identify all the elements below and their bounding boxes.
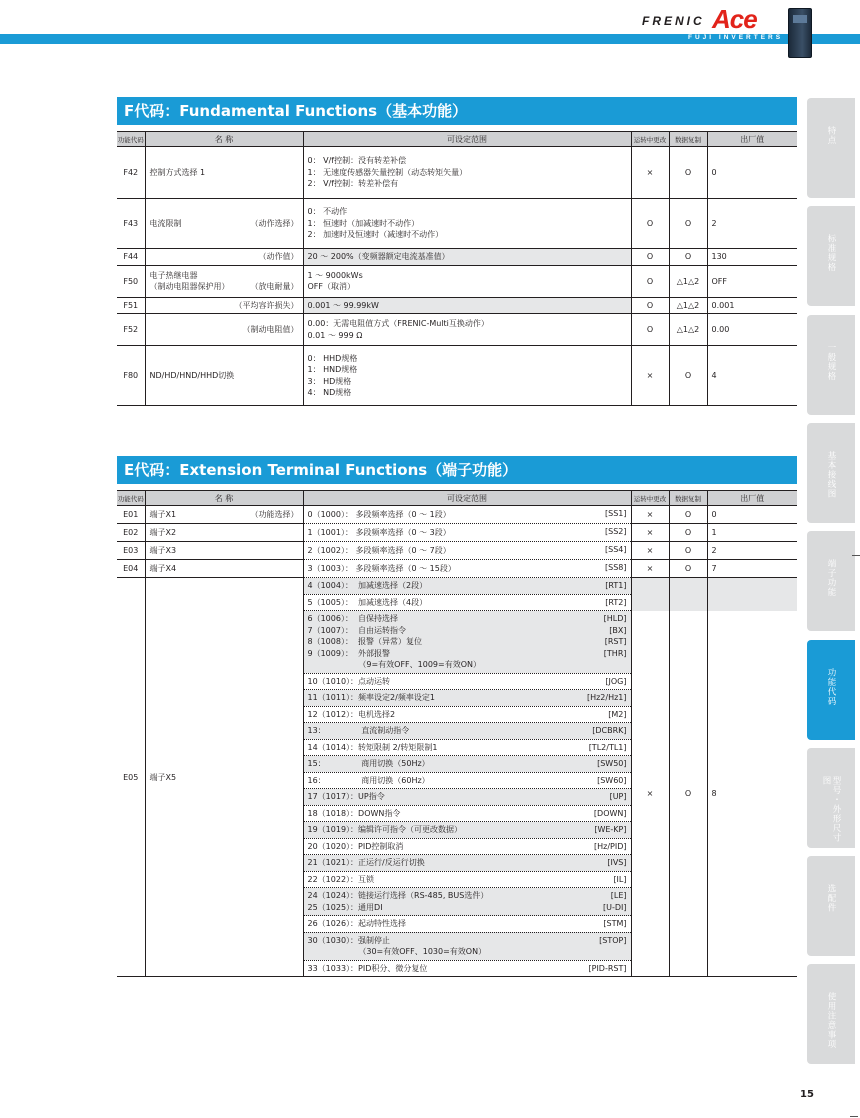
range-line: 10（1010）：点动运转 bbox=[307, 676, 391, 686]
function-name: 端子X5 bbox=[145, 578, 303, 977]
function-code: F42 bbox=[117, 147, 145, 199]
range-line: 0： 不动作 bbox=[307, 207, 348, 217]
range-line: 3（1003）： 多段频率选择（0 ～ 15段） bbox=[307, 564, 456, 573]
range-line: 2（1002）： 多段频率选择（0 ～ 7段） bbox=[307, 546, 451, 555]
terminal-tag: [TL2/TL1] bbox=[588, 742, 627, 752]
brand-logo bbox=[640, 4, 785, 48]
range-line: 0.01 ～ 999 Ω bbox=[307, 330, 363, 340]
range-line: 12（1012）：电机选择2 bbox=[307, 709, 396, 719]
op-change-mark: × bbox=[631, 524, 669, 542]
range-line: 24（1024）：链接运行选择（RS-485, BUS选件） bbox=[307, 891, 489, 900]
range-line: 13： 直流制动指令 bbox=[307, 726, 410, 735]
range-line: 25（1025）：通用DI bbox=[307, 902, 383, 912]
range-cell bbox=[303, 756, 631, 773]
terminal-tag: [U-DI] bbox=[602, 902, 627, 912]
sidebar-tab-label: 功能代码 bbox=[826, 668, 836, 706]
data-copy-mark: O bbox=[669, 147, 707, 199]
col-range-header: 可设定范围 bbox=[303, 491, 631, 506]
range-line: 21（1021）：正运行/反运行切换 bbox=[307, 858, 425, 867]
range-line: 33（1033）：PID积分、微分复位 bbox=[307, 963, 428, 973]
op-change-mark: O bbox=[631, 314, 669, 346]
range-line: 0： V/f控制：没有转差补偿 bbox=[307, 156, 407, 166]
range-cell bbox=[303, 297, 631, 314]
table-row bbox=[117, 560, 797, 578]
range-line: 11（1011）：频率设定2/频率设定1 bbox=[307, 693, 435, 702]
empty-cell bbox=[669, 578, 707, 595]
data-copy-mark: O bbox=[669, 542, 707, 560]
range-cell bbox=[303, 822, 631, 839]
range-cell bbox=[303, 673, 631, 690]
range-line: 3： HD规格 bbox=[307, 376, 352, 386]
range-line: 1（1001）： 多段频率选择（0 ～ 3段） bbox=[307, 528, 451, 537]
empty-cell bbox=[707, 594, 797, 611]
page-number: 15 bbox=[800, 1089, 814, 1100]
function-code: F44 bbox=[117, 249, 145, 266]
col-default-header: 出厂值 bbox=[707, 132, 797, 147]
data-copy-mark: O bbox=[669, 560, 707, 578]
sidebar-tab[interactable] bbox=[807, 856, 855, 956]
function-code: F50 bbox=[117, 265, 145, 297]
table-row bbox=[117, 314, 797, 346]
empty-cell bbox=[631, 578, 669, 595]
sidebar-tab[interactable] bbox=[807, 98, 855, 198]
terminal-tag: [WE-KP] bbox=[594, 825, 627, 834]
default-value: 2 bbox=[707, 542, 797, 560]
range-line: 20（1020）：PID控制取消 bbox=[307, 841, 404, 851]
function-name-cell bbox=[145, 524, 303, 542]
empty-cell bbox=[707, 578, 797, 595]
op-change-mark: O bbox=[631, 265, 669, 297]
default-value: OFF bbox=[707, 265, 797, 297]
function-name-cell bbox=[145, 346, 303, 406]
op-change-mark: × bbox=[631, 346, 669, 406]
range-line: 26（1026）：起动特性选择 bbox=[307, 919, 407, 928]
range-line: 1： 无速度传感器矢量控制（动态转矩矢量） bbox=[307, 167, 468, 177]
range-line: 17（1017）：UP指令 bbox=[307, 792, 385, 801]
range-line: 0（1000）： 多段频率选择（0 ～ 1段） bbox=[307, 510, 451, 519]
range-line: 22（1022）：互锁 bbox=[307, 874, 375, 884]
range-line: 19（1019）：编辑许可指令（可更改数据） bbox=[307, 825, 463, 834]
col-default-header: 出厂值 bbox=[707, 491, 797, 506]
range-cell bbox=[303, 739, 631, 756]
sidebar-tab-label: 一般规格 bbox=[826, 343, 836, 381]
range-line: 6（1006）： 自保持选择 bbox=[307, 614, 399, 623]
sidebar-tab[interactable] bbox=[807, 640, 855, 740]
range-line: OFF（取消） bbox=[307, 282, 355, 291]
function-name-cell bbox=[145, 314, 303, 346]
terminal-tag: [STM] bbox=[603, 919, 627, 928]
sidebar-tab-label: 选配件 bbox=[826, 884, 836, 913]
range-cell bbox=[303, 871, 631, 888]
range-cell bbox=[303, 611, 631, 674]
op-change-mark: × bbox=[631, 506, 669, 524]
range-line: （30=有效OFF、1030=有效ON） bbox=[307, 947, 487, 956]
function-qualifier: （放电耐量） bbox=[250, 282, 299, 291]
terminal-tag: [SS2] bbox=[605, 527, 627, 536]
function-qualifier: （功能选择） bbox=[250, 510, 299, 519]
table-row bbox=[117, 265, 797, 297]
function-name-cell bbox=[145, 249, 303, 266]
range-line: 1： 恒速时（加减速时不动作） bbox=[307, 218, 420, 228]
range-cell bbox=[303, 560, 631, 578]
data-copy-mark: O bbox=[669, 346, 707, 406]
range-line: 8（1008）： 报警（异常）复位 bbox=[307, 637, 423, 646]
range-line: 5（1005）： 加减速选择（4段） bbox=[307, 597, 428, 607]
terminal-tag: [DCBRK] bbox=[592, 726, 627, 735]
col-copy-header: 数据复制 bbox=[669, 132, 707, 147]
function-name-cell bbox=[145, 542, 303, 560]
function-name: 端子X1 bbox=[149, 510, 177, 519]
terminal-tag: [PID-RST] bbox=[588, 963, 627, 973]
range-cell bbox=[303, 249, 631, 266]
col-code-header: 功能代码 bbox=[117, 132, 145, 147]
function-name-cell bbox=[145, 265, 303, 297]
function-code: E01 bbox=[117, 506, 145, 524]
brand-name: FRENIC bbox=[642, 14, 705, 28]
range-cell bbox=[303, 888, 631, 916]
range-cell bbox=[303, 346, 631, 406]
default-value: 0 bbox=[707, 147, 797, 199]
range-line: 0.001 ～ 99.99kW bbox=[307, 300, 379, 310]
default-value: 2 bbox=[707, 199, 797, 249]
range-cell bbox=[303, 524, 631, 542]
terminal-tag: [Hz/PID] bbox=[594, 841, 627, 851]
function-name-cell bbox=[145, 297, 303, 314]
data-copy-mark: △1△2 bbox=[669, 297, 707, 314]
terminal-tag: [UP] bbox=[609, 792, 627, 801]
table-row bbox=[117, 346, 797, 406]
brand-product: Ace bbox=[712, 4, 757, 34]
data-copy-mark: △1△2 bbox=[669, 314, 707, 346]
function-name: 控制方式选择 1 bbox=[149, 168, 206, 177]
sidebar-tab[interactable] bbox=[807, 964, 855, 1064]
function-name-line2 bbox=[150, 281, 299, 292]
op-change-mark: × bbox=[631, 611, 669, 977]
section-e-title: E代码：Extension Terminal Functions（端子功能） bbox=[117, 456, 797, 484]
range-cell bbox=[303, 265, 631, 297]
default-value: 4 bbox=[707, 346, 797, 406]
sidebar-tab-label: 标准规格 bbox=[826, 234, 836, 272]
col-copy-header: 数据复制 bbox=[669, 491, 707, 506]
range-cell bbox=[303, 772, 631, 789]
col-name-header: 名 称 bbox=[145, 491, 303, 506]
terminal-tag: [RT2] bbox=[605, 597, 627, 607]
function-name: 端子X2 bbox=[149, 528, 177, 537]
col-op-header: 运转中更改 bbox=[631, 132, 669, 147]
function-code: E04 bbox=[117, 560, 145, 578]
terminal-tag: [SS4] bbox=[605, 545, 627, 554]
range-cell bbox=[303, 199, 631, 249]
range-cell bbox=[303, 506, 631, 524]
function-code: F43 bbox=[117, 199, 145, 249]
function-name: 电子热继电器 bbox=[149, 271, 198, 280]
side-tick-mark bbox=[852, 555, 860, 556]
empty-cell bbox=[631, 594, 669, 611]
function-code: F51 bbox=[117, 297, 145, 314]
function-qualifier: （动作选择） bbox=[250, 219, 299, 228]
range-line: 14（1014）：转矩限制 2/转矩限制1 bbox=[307, 742, 438, 752]
terminal-tag: [HLD] bbox=[603, 614, 627, 623]
data-copy-mark: △1△2 bbox=[669, 265, 707, 297]
range-line: 4： ND规格 bbox=[307, 388, 352, 397]
sidebar-tab-label: 型号・外形尺寸图 bbox=[821, 776, 841, 843]
table-row bbox=[117, 297, 797, 314]
sidebar-tab[interactable] bbox=[807, 423, 855, 523]
function-name-cell bbox=[145, 199, 303, 249]
table-row bbox=[117, 249, 797, 266]
function-name-sub: （制动电阻器保护用） bbox=[149, 282, 230, 291]
range-line: 1 ～ 9000kWs bbox=[307, 270, 363, 280]
col-name-header: 名 称 bbox=[145, 132, 303, 147]
range-line: 30（1030）：强制停止 bbox=[307, 935, 391, 945]
data-copy-mark: O bbox=[669, 199, 707, 249]
range-cell bbox=[303, 960, 631, 977]
range-line: 20 ～ 200%（变频器额定电流基准值） bbox=[307, 252, 450, 261]
range-cell bbox=[303, 838, 631, 855]
data-copy-mark: O bbox=[669, 249, 707, 266]
range-cell bbox=[303, 855, 631, 872]
terminal-tag: [RST] bbox=[604, 637, 627, 646]
function-code: F52 bbox=[117, 314, 145, 346]
function-qualifier: （制动电阻值） bbox=[242, 325, 299, 334]
range-line: 15： 商用切换（50Hz） bbox=[307, 759, 430, 768]
range-line: 0： HHD规格 bbox=[307, 353, 358, 363]
function-name-cell bbox=[145, 560, 303, 578]
range-cell bbox=[303, 706, 631, 723]
range-cell bbox=[303, 723, 631, 740]
op-change-mark: O bbox=[631, 297, 669, 314]
empty-cell bbox=[669, 594, 707, 611]
op-change-mark: O bbox=[631, 199, 669, 249]
terminal-tag: [Hz2/Hz1] bbox=[586, 693, 627, 702]
range-line: 18（1018）：DOWN指令 bbox=[307, 808, 401, 818]
terminal-tag: [IL] bbox=[613, 874, 627, 884]
sidebar-tab[interactable] bbox=[807, 206, 855, 306]
range-cell bbox=[303, 542, 631, 560]
default-value: 0.00 bbox=[707, 314, 797, 346]
function-qualifier: （平均容许损失） bbox=[234, 300, 299, 310]
op-change-mark: O bbox=[631, 249, 669, 266]
sidebar-tab-label: 特点 bbox=[826, 126, 836, 145]
default-value: 0 bbox=[707, 506, 797, 524]
function-name: 电流限制 bbox=[149, 219, 182, 228]
section-f-title: F代码：Fundamental Functions（基本功能） bbox=[117, 97, 797, 125]
range-line: 2： 加速时及恒速时（减速时不动作） bbox=[307, 230, 444, 240]
data-copy-mark: O bbox=[669, 611, 707, 977]
op-change-mark: × bbox=[631, 560, 669, 578]
sidebar-tab[interactable] bbox=[807, 748, 855, 848]
inverter-device-image bbox=[788, 8, 812, 58]
col-range-header: 可设定范围 bbox=[303, 132, 631, 147]
terminal-tag: [RT1] bbox=[605, 581, 627, 590]
range-cell bbox=[303, 578, 631, 595]
function-code: E03 bbox=[117, 542, 145, 560]
function-code: E02 bbox=[117, 524, 145, 542]
range-cell bbox=[303, 594, 631, 611]
range-line: 16： 商用切换（60Hz） bbox=[307, 775, 430, 785]
range-line: 1： HND规格 bbox=[307, 365, 358, 374]
terminal-tag: [STOP] bbox=[599, 935, 627, 945]
function-name: ND/HD/HND/HHD切换 bbox=[149, 371, 235, 380]
range-line: （9=有效OFF、1009=有效ON） bbox=[307, 660, 481, 669]
page-edge-mark bbox=[850, 1116, 858, 1117]
table-row bbox=[117, 524, 797, 542]
f-code-table bbox=[117, 131, 797, 406]
default-value: 7 bbox=[707, 560, 797, 578]
default-value: 1 bbox=[707, 524, 797, 542]
sidebar-tab-label: 端子功能 bbox=[826, 559, 836, 597]
terminal-tag: [LE] bbox=[610, 891, 627, 900]
function-code: E05 bbox=[117, 578, 145, 977]
default-value: 130 bbox=[707, 249, 797, 266]
sidebar-tab[interactable] bbox=[807, 315, 855, 415]
terminal-tag: [M2] bbox=[608, 709, 627, 719]
function-name: 端子X3 bbox=[149, 546, 177, 555]
terminal-tag: [SS8] bbox=[605, 563, 627, 572]
sidebar-tab-label: 使用注意事项 bbox=[826, 992, 836, 1049]
range-cell bbox=[303, 789, 631, 806]
terminal-tag: [SW50] bbox=[597, 759, 627, 768]
col-code-header: 功能代码 bbox=[117, 491, 145, 506]
op-change-mark: × bbox=[631, 542, 669, 560]
default-value: 8 bbox=[707, 611, 797, 977]
function-name-cell bbox=[145, 147, 303, 199]
range-line: 2： V/f控制：转差补偿有 bbox=[307, 179, 399, 189]
table-row bbox=[117, 147, 797, 199]
terminal-tag: [BX] bbox=[609, 625, 627, 635]
table-row bbox=[117, 542, 797, 560]
range-cell bbox=[303, 314, 631, 346]
col-op-header: 运转中更改 bbox=[631, 491, 669, 506]
range-cell bbox=[303, 916, 631, 933]
function-qualifier: （动作值） bbox=[258, 252, 299, 262]
table-row bbox=[117, 506, 797, 524]
terminal-tag: [JOG] bbox=[605, 676, 627, 686]
data-copy-mark: O bbox=[669, 524, 707, 542]
terminal-tag: [SS1] bbox=[605, 509, 627, 518]
e-code-table bbox=[117, 490, 797, 977]
function-name-cell bbox=[145, 506, 303, 524]
range-line: 9（1009）： 外部报警 bbox=[307, 648, 391, 658]
function-code: F80 bbox=[117, 346, 145, 406]
sidebar-tab-label: 基本接线图 bbox=[826, 451, 836, 499]
terminal-tag: [THR] bbox=[603, 648, 627, 658]
range-line: 7（1007）： 自由运转指令 bbox=[307, 625, 407, 635]
table-row bbox=[117, 199, 797, 249]
terminal-tag: [SW60] bbox=[597, 775, 627, 785]
range-cell bbox=[303, 805, 631, 822]
op-change-mark: × bbox=[631, 147, 669, 199]
range-line: 0.00：无需电阻值方式（FRENIC-Multi互换动作） bbox=[307, 319, 489, 328]
option-row bbox=[117, 578, 797, 595]
range-cell bbox=[303, 932, 631, 960]
function-name: 端子X4 bbox=[149, 564, 177, 573]
range-line: 4（1004）： 加减速选择（2段） bbox=[307, 581, 428, 590]
range-cell bbox=[303, 690, 631, 707]
terminal-tag: [IVS] bbox=[607, 858, 627, 867]
data-copy-mark: O bbox=[669, 506, 707, 524]
default-value: 0.001 bbox=[707, 297, 797, 314]
terminal-tag: [DOWN] bbox=[593, 808, 627, 818]
range-cell bbox=[303, 147, 631, 199]
brand-tagline: FUJI INVERTERS bbox=[688, 34, 784, 41]
sidebar-tab[interactable] bbox=[807, 531, 855, 631]
